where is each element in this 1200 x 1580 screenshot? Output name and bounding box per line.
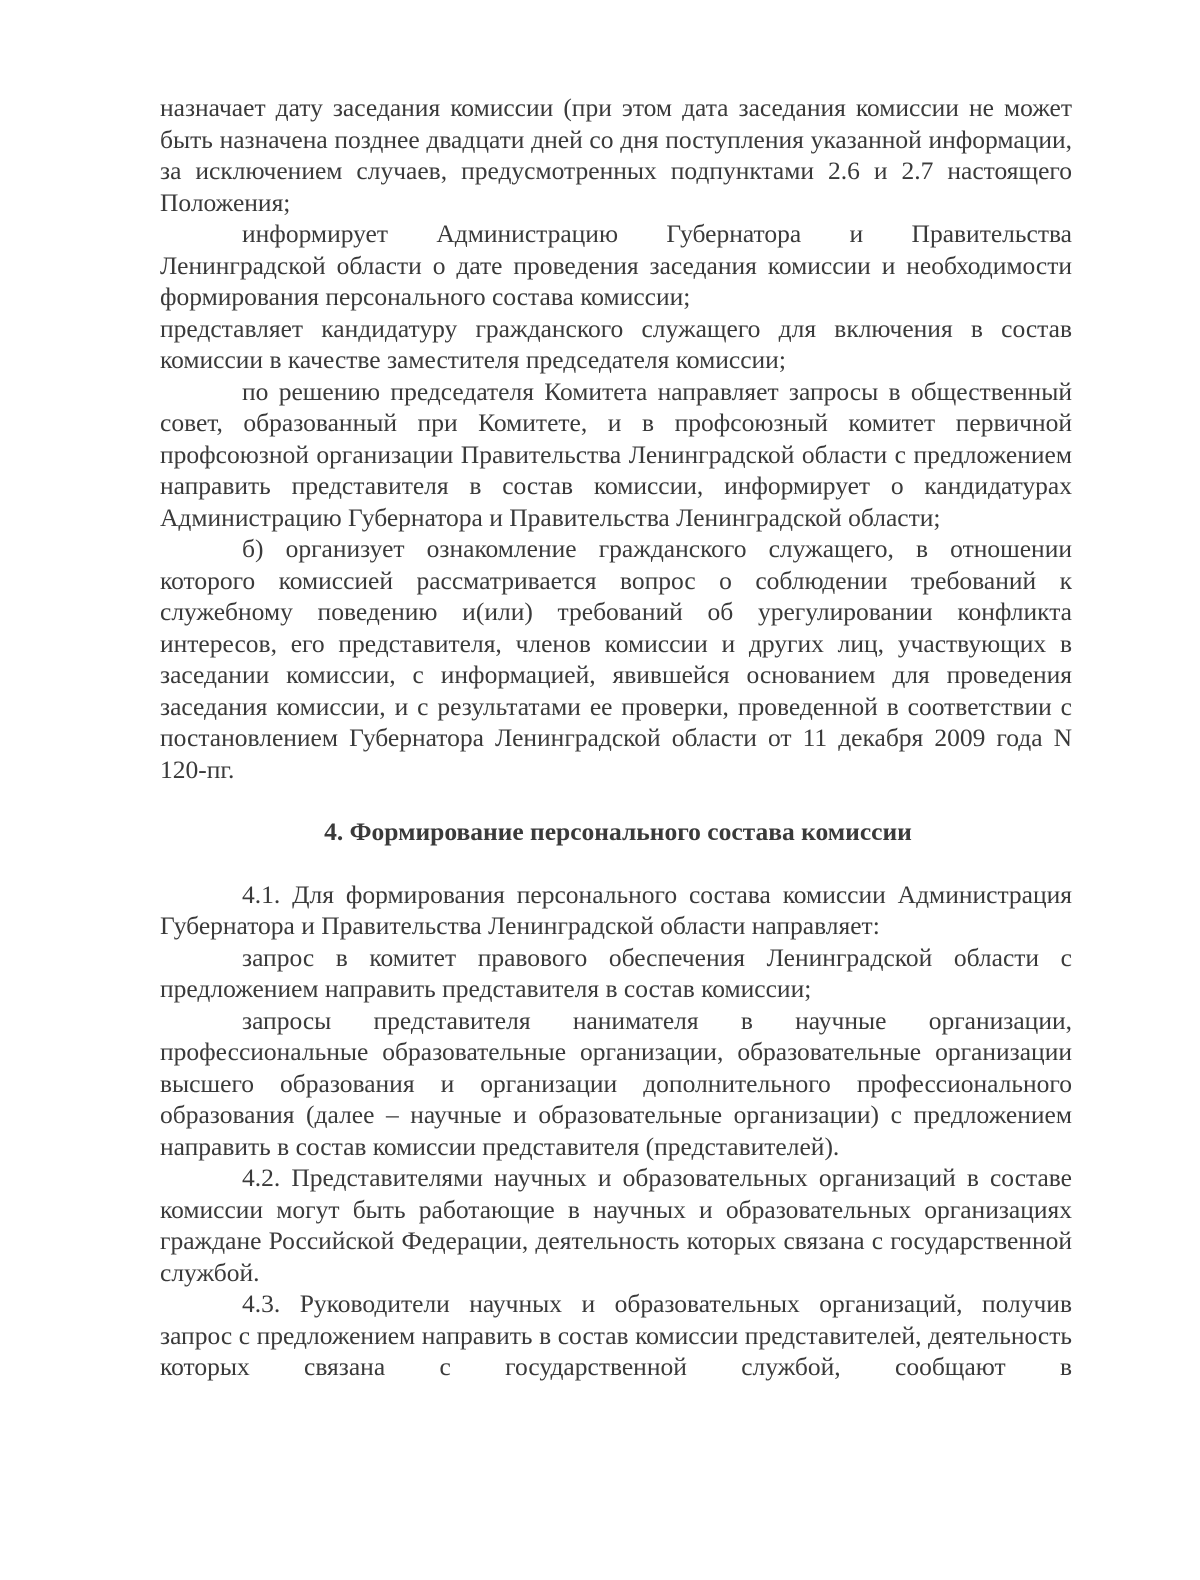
paragraph-scientific-requests: запросы представителя нанимателя в научные организации, профессиональные образовательные организации, образовательные организации высшего образования и организации дополнительного профессионального образования (далее – научные и образовательные организации) с предложением направить в состав комиссии представителя (представителей). xyxy=(160,1005,1072,1161)
paragraph-send-requests: по решению председателя Комитета направляет запросы в общественный совет, образованный при Комитете, и в профсоюзный комитет первичной профсоюзной организации Правительства Ленинградской области с предложением направить представителя в состав комиссии, информирует о кандидатурах Администрацию Губернатора и Правительства Ленинградской области; xyxy=(160,376,1072,532)
paragraph-schedule-meeting: назначает дату заседания комиссии (при этом дата заседания комиссии не может быть назначена позднее двадцати дней со дня поступления указанной информации, за исключением случаев, предусмотренных подпунктами 2.6 и 2.7 настоящего Положения; xyxy=(160,93,1072,217)
paragraph-4-2: 4.2. Представителями научных и образовательных организаций в составе комиссии могут быть работающие в научных и образовательных организациях граждане Российской Федерации, деятельность которых связана с государственной службой. xyxy=(160,1163,1072,1287)
paragraph-legal-committee-request: запрос в комитет правового обеспечения Ленинградской области с предложением направить представителя в состав комиссии; xyxy=(160,942,1072,1003)
paragraph-deputy-candidate: представляет кандидатуру гражданского служащего для включения в состав комиссии в качестве заместителя председателя комиссии; xyxy=(160,313,1072,374)
paragraph-familiarization: б) организует ознакомление гражданского служащего, в отношении которого комиссией рассматривается вопрос о соблюдении требований к служебному поведению и(или) требований об урегулировании конфликта интересов, его представителя, членов комиссии и других лиц, участвующих в заседании комиссии, с информацией, явившейся основанием для проведения заседания комиссии, и с результатами ее проверки, проведенной в соответствии с постановлением Губернатора Ленинградской области от 11 декабря 2009 года N 120-пг. xyxy=(160,534,1072,784)
document-page xyxy=(160,92,1072,1383)
section-heading: 4. Формирование персонального состава комиссии xyxy=(324,817,912,846)
paragraph-4-3: 4.3. Руководители научных и образовательных организаций, получив запрос с предложением направить в состав комиссии представителей, деятельность которых связана с государственной службой, сообщают в xyxy=(160,1289,1072,1381)
paragraph-4-1: 4.1. Для формирования персонального состава комиссии Администрация Губернатора и Правительства Ленинградской области направляет: xyxy=(160,879,1072,940)
paragraph-inform-administration: информирует Администрацию Губернатора и Правительства Ленинградской области о дате проведения заседания комиссии и необходимости формирования персонального состава комиссии; xyxy=(160,219,1072,311)
